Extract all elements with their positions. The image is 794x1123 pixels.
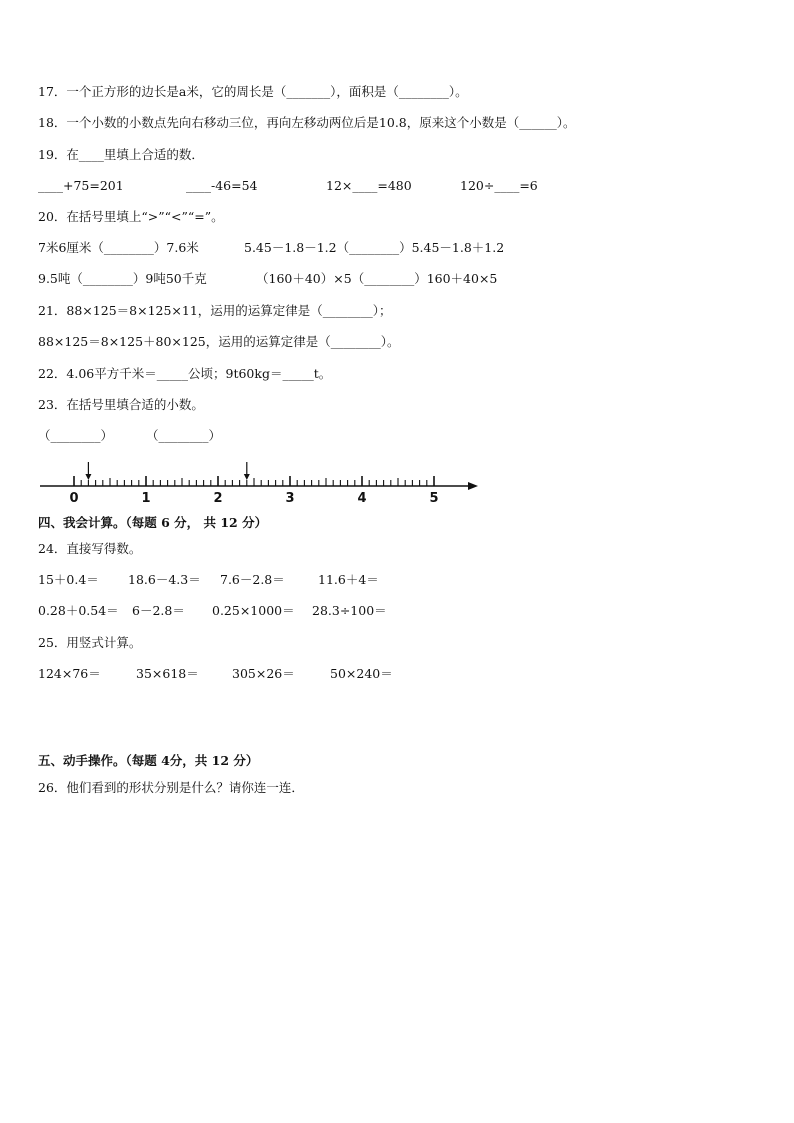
number-line-tick-label: 4 (357, 491, 367, 506)
q24-item: 18.6－4.3＝ (128, 572, 201, 587)
q20-item: 9.5吨（________）9吨50千克 (38, 271, 207, 286)
q24-item: 6－2.8＝ (132, 603, 185, 618)
q25-item: 50×240＝ (330, 666, 393, 681)
number-line-tick-label: 1 (141, 491, 151, 506)
q23-blank: （________） (146, 428, 222, 443)
q25-item: 305×26＝ (232, 666, 295, 681)
q19-item: ____-46=54 (186, 178, 258, 193)
q19-item: 12×____=480 (326, 178, 412, 193)
q26: 26．他们看到的形状分别是什么？请你连一连． (38, 780, 304, 795)
q25-title: 25．用竖式计算。 (38, 635, 142, 650)
q22: 22．4.06平方千米＝_____公顷；9t60kg＝_____t。 (38, 366, 332, 381)
q24-item: 0.25×1000＝ (212, 603, 295, 618)
q19-item: 120÷____=6 (460, 178, 538, 193)
number-line (38, 458, 488, 512)
q23-blank: （________） (38, 428, 114, 443)
q25-item: 35×618＝ (136, 666, 199, 681)
q24-title: 24．直接写得数。 (38, 541, 142, 556)
q25-item: 124×76＝ (38, 666, 101, 681)
q20-item: 7米6厘米（________）7.6米 (38, 240, 199, 255)
q23-title: 23．在括号里填合适的小数。 (38, 397, 204, 412)
q24-item: 7.6－2.8＝ (220, 572, 285, 587)
number-line-tick-label: 2 (213, 491, 223, 506)
number-line-tick-label: 3 (285, 491, 295, 506)
number-line-tick-label: 5 (429, 491, 439, 506)
q24-item: 28.3÷100＝ (312, 603, 387, 618)
number-line-marker-arrow (85, 474, 91, 480)
number-line-marker-arrow (244, 474, 250, 480)
q24-item: 15＋0.4＝ (38, 572, 99, 587)
q20-title: 20．在括号里填上“>”“<”“=”。 (38, 209, 224, 224)
q24-item: 0.28＋0.54＝ (38, 603, 119, 618)
section-4-heading: 四、我会计算。（每题 6 分， 共 12 分） (38, 515, 268, 530)
q19-item: ____+75=201 (38, 178, 124, 193)
number-line-tick-label: 0 (69, 491, 79, 506)
q21-line1: 21．88×125＝8×125×11，运用的运算定律是（________）； (38, 303, 392, 318)
q21-line2: 88×125＝8×125＋80×125，运用的运算定律是（________）。 (38, 334, 400, 349)
q20-item: （160＋40）×5（________）160＋40×5 (256, 271, 498, 286)
number-line-arrowhead (468, 482, 478, 490)
q19-title: 19．在____里填上合适的数． (38, 147, 204, 162)
section-5-heading: 五、动手操作。（每题 4分，共 12 分） (38, 753, 259, 768)
q18: 18．一个小数的小数点先向右移动三位，再向左移动两位后是10.8，原来这个小数是（______）。 (38, 115, 576, 130)
q20-item: 5.45－1.8－1.2（________）5.45－1.8＋1.2 (244, 240, 505, 255)
q17: 17．一个正方形的边长是a米，它的周长是（_______），面积是（________）。 (38, 84, 468, 99)
q24-item: 11.6＋4＝ (318, 572, 379, 587)
